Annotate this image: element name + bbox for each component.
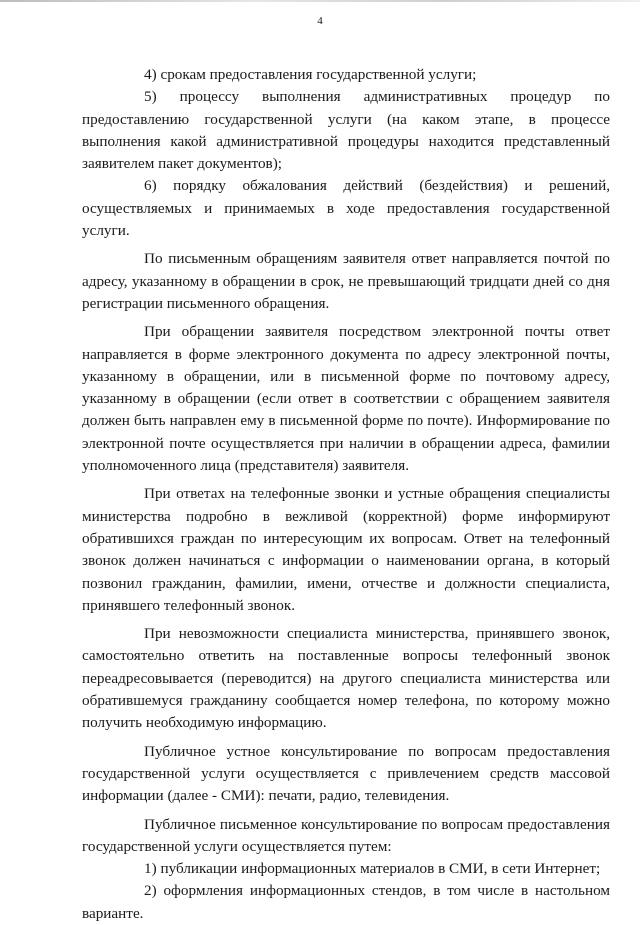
- paragraph-call-redirect: При невозможности специалиста министерства, принявшего звонок, самостоятельно ответить на поставленные вопросы телефонный звонок переадресовывается (переводится) на другого специалиста министерства или обратившемуся гражданину сообщается номер телефона, по которому можно получить необходимую информацию.: [82, 625, 610, 732]
- page-number: 4: [317, 15, 323, 27]
- paragraph-item-6: 6) порядку обжалования действий (бездействия) и решений, осуществляемых и принимаемых в ходе предоставления государственной услуги.: [82, 177, 610, 240]
- document-body: [82, 64, 610, 925]
- page-top-edge: [0, 0, 640, 2]
- paragraph-item-publications: 1) публикации информационных материалов в СМИ, в сети Интернет;: [144, 860, 601, 878]
- paragraph-item-stands: 2) оформления информационных стендов, в том числе в настольном варианте.: [82, 882, 610, 922]
- paragraph-item-5: 5) процессу выполнения административных процедур по предоставлению государственной услуги (на каком этапе, в процессе выполнения какой административной процедуры находится представленный заявителем пакет документов);: [82, 88, 610, 173]
- paragraph-item-4: 4) срокам предоставления государственной услуги;: [144, 66, 477, 83]
- paragraph-public-written: Публичное письменное консультирование по вопросам предоставления государственной услуги осуществляется путем:: [82, 815, 610, 855]
- paragraph-phone-calls: При ответах на телефонные звонки и устные обращения специалисты министерства подробно в вежливой (корректной) форме информируют обратившихся граждан по интересующим их вопросам. Ответ на телефонный звонок должен начинаться с информации о наименовании органа, в который позвонил гражданин, фамилии, имени, отчестве и должности специалиста, принявшего телефонный звонок.: [82, 485, 610, 614]
- paragraph-email-requests: При обращении заявителя посредством электронной почты ответ направляется в форме электронного документа по адресу электронной почты, указанному в обращении, или в письменной форме по почтовому адресу, указанному в обращении (если ответ в соответствии с обращением заявителя должен быть направлен ему в письменной форме по почте). Информирование по электронной почте осуществляется при наличии в обращении адреса, фамилии уполномоченного лица (представителя) заявителя.: [82, 323, 610, 475]
- paragraph-public-oral: Публичное устное консультирование по вопросам предоставления государственной услуги осуществляется с привлечением средств массовой информации (далее - СМИ): печати, радио, телевидения.: [82, 742, 610, 805]
- paragraph-written-requests: По письменным обращениям заявителя ответ направляется почтой по адресу, указанному в обращении в срок, не превышающий тридцати дней со дня регистрации письменного обращения.: [82, 250, 610, 312]
